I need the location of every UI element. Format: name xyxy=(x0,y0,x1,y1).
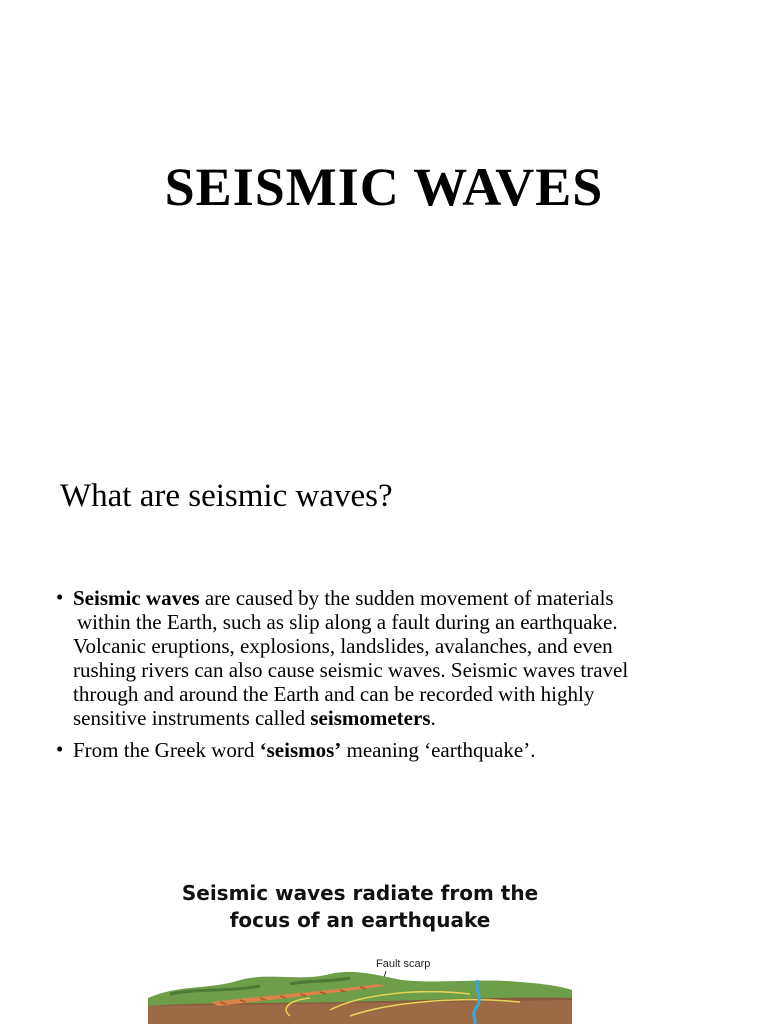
terrain-block-illustration xyxy=(140,950,580,1024)
bullet-line: within the Earth, such as slip along a fault during an earthquake. xyxy=(77,610,618,634)
earthquake-figure xyxy=(140,880,580,1024)
figure-title-line: Seismic waves radiate from the xyxy=(181,881,539,905)
bullet-line: Volcanic eruptions, explosions, landslides, avalanches, and even xyxy=(73,634,613,658)
bullet-item-definition xyxy=(56,586,696,730)
bullet-item-etymology xyxy=(56,738,696,762)
bullet-text: sensitive instruments called xyxy=(73,706,311,730)
term-seismic-waves: Seismic waves xyxy=(73,586,200,610)
term-seismometers: seismometers xyxy=(310,706,431,730)
figure-title xyxy=(140,880,580,934)
slide-title: SEISMIC WAVES xyxy=(164,157,604,217)
bullet-line: through and around the Earth and can be recorded with highly xyxy=(73,682,595,706)
bullet-text: meaning ‘earthquake’. xyxy=(341,738,536,762)
bullet-line: rushing rivers can also cause seismic waves. Seismic waves travel xyxy=(73,658,629,682)
bullet-text: . xyxy=(430,706,436,730)
bullet-marker: • xyxy=(56,585,64,609)
bullet-line xyxy=(73,706,696,730)
bullet-text: are caused by the sudden movement of materials xyxy=(199,586,614,610)
bullet-line xyxy=(73,738,696,762)
fault-scarp-label: Fault scarp xyxy=(376,958,431,970)
section-heading: What are seismic waves? xyxy=(60,478,393,514)
bullet-marker: • xyxy=(56,737,64,761)
term-seismos: ‘seismos’ xyxy=(259,738,342,762)
figure-title-line: focus of an earthquake xyxy=(229,908,491,932)
bullet-text: From the Greek word xyxy=(73,738,260,762)
bullet-line xyxy=(73,586,696,610)
bullet-list xyxy=(56,586,696,770)
